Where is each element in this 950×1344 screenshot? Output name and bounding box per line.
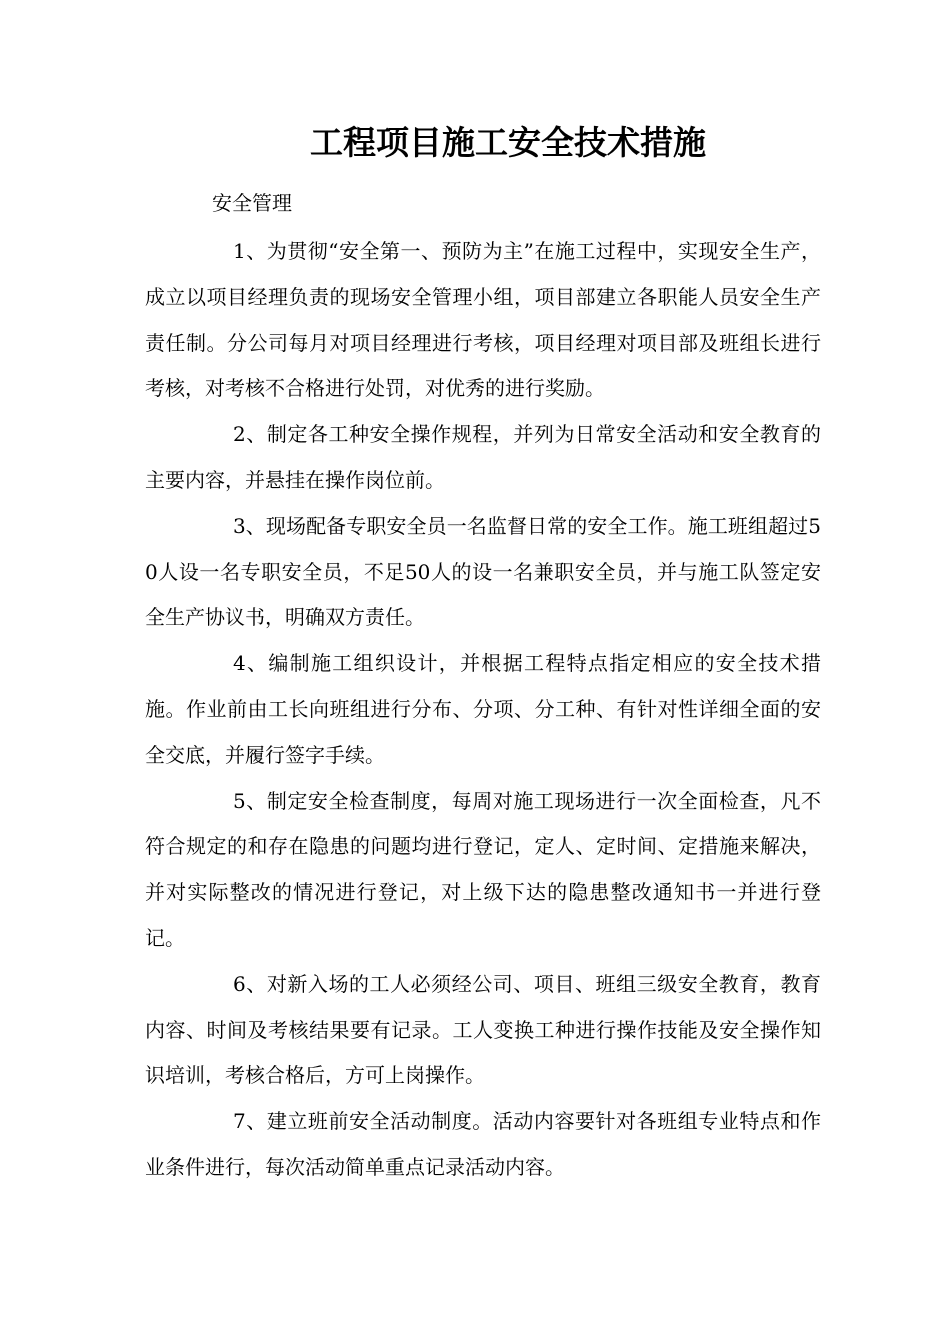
- paragraph-1: 1、为贯彻“安全第一、预防为主”在施工过程中，实现安全生产，成立以项目经理负责的现场安全管理小组，项目部建立各职能人员安全生产责任制。分公司每月对项目经理进行考核，项目经理对项目部及班组长进行考核，对考核不合格进行处罚，对优秀的进行奖励。: [145, 239, 821, 401]
- document-title: 工程项目施工安全技术措施: [310, 123, 706, 162]
- paragraph-6: 6、对新入场的工人必须经公司、项目、班组三级安全教育，教育内容、时间及考核结果要有记录。工人变换工种进行操作技能及安全操作知识培训，考核合格后，方可上岗操作。: [145, 971, 821, 1088]
- paragraph-3: 3、现场配备专职安全员一名监督日常的安全工作。施工班组超过50人设一名专职安全员，不足50人的设一名兼职安全员，并与施工队签定安全生产协议书，明确双方责任。: [145, 513, 821, 630]
- paragraph-4: 4、编制施工组织设计，并根据工程特点指定相应的安全技术措施。作业前由工长向班组进行分布、分项、分工种、有针对性详细全面的安全交底，并履行签字手续。: [145, 651, 821, 767]
- section-heading: 安全管理: [212, 191, 292, 215]
- paragraph-5: 5、制定安全检查制度，每周对施工现场进行一次全面检查，凡不符合规定的和存在隐患的问题均进行登记，定人、定时间、定措施来解决，并对实际整改的情况进行登记，对上级下达的隐患整改通知书一并进行登记。: [145, 788, 821, 950]
- document-body: [145, 229, 821, 1191]
- paragraph-7: 7、建立班前安全活动制度。活动内容要针对各班组专业特点和作业条件进行，每次活动简单重点记录活动内容。: [145, 1109, 821, 1179]
- paragraph-2: 2、制定各工种安全操作规程，并列为日常安全活动和安全教育的主要内容，并悬挂在操作岗位前。: [145, 422, 821, 492]
